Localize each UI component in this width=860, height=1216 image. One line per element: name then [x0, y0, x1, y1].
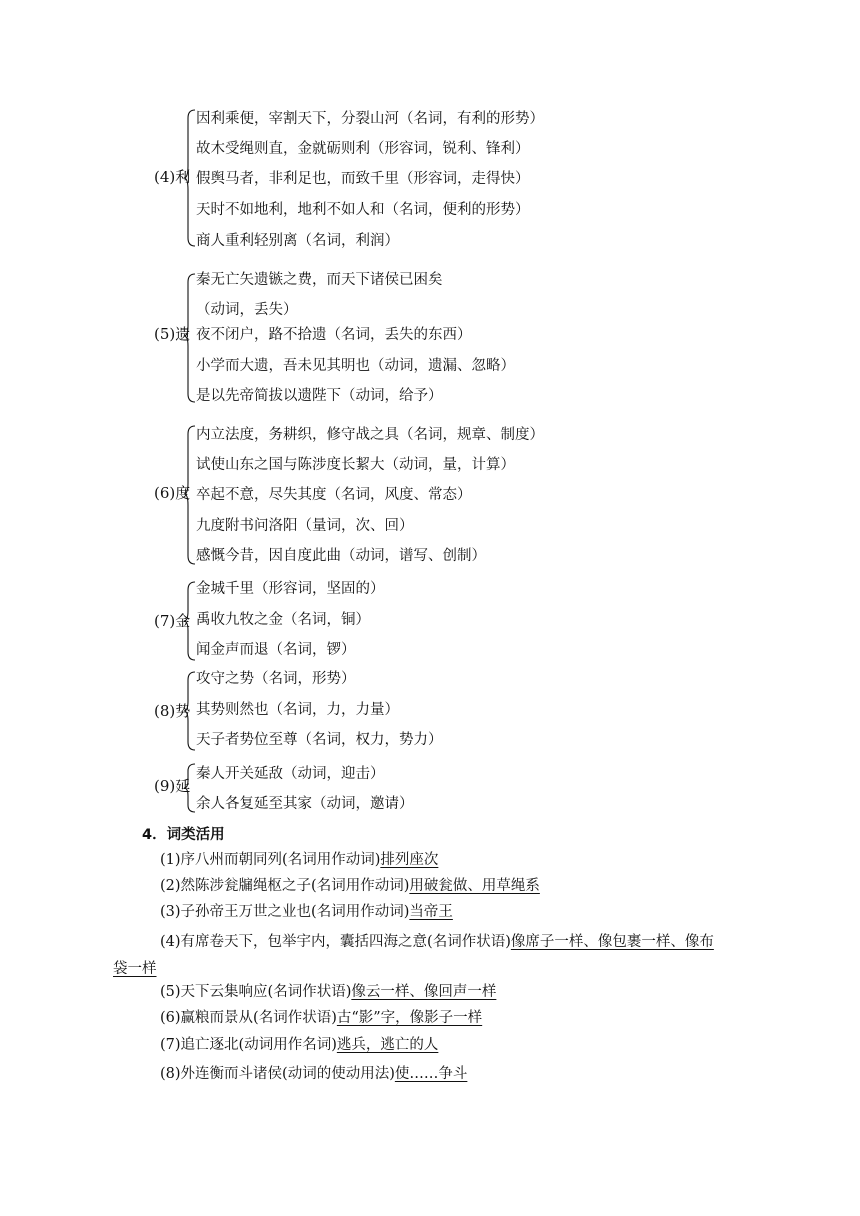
group-line: 夜不闭户，路不拾遗（名词，丢失的东西） — [196, 327, 472, 343]
brace-icon — [184, 108, 196, 248]
group-line: （动词，丢失） — [196, 302, 298, 318]
list-item — [160, 1032, 438, 1058]
item-answer: 使……争斗 — [394, 1066, 468, 1082]
list-item — [160, 1061, 467, 1087]
group-line: 假舆马者，非利足也，而致千里（形容词，走得快） — [196, 171, 530, 187]
brace-icon — [184, 580, 196, 662]
list-item — [160, 873, 540, 899]
group-line: 卒起不意，尽失其度（名词，风度、常态） — [196, 487, 472, 503]
group-line: 闻金声而退（名词，锣） — [196, 642, 356, 658]
group-head: (8)势 — [154, 702, 191, 720]
item-answer: 像席子一样、像包裹一样、像布 — [510, 934, 714, 950]
group-head: (5)遗 — [154, 325, 191, 343]
item-answer: 逃兵，逃亡的人 — [336, 1037, 439, 1053]
group-head: (6)度 — [154, 484, 191, 502]
brace-icon — [184, 762, 196, 814]
list-item — [160, 979, 496, 1005]
item-question: (5)天下云集响应(名词作状语) — [160, 984, 352, 1000]
group-line: 试使山东之国与陈涉度长絜大（动词，量，计算） — [196, 457, 515, 473]
group-line: 九度附书问洛阳（量词，次、回） — [196, 518, 414, 534]
section-title: 4．词类活用 — [142, 827, 225, 843]
item-answer: 袋一样 — [113, 961, 157, 977]
group-line: 天时不如地利，地利不如人和（名词，便利的形势） — [196, 202, 530, 218]
item-answer: 古“影”字，像影子一样 — [336, 1010, 483, 1026]
group-line: 因利乘便，宰割天下，分裂山河（名词，有利的形势） — [196, 111, 544, 127]
item-answer: 当帝王 — [409, 904, 453, 920]
group-line: 感慨今昔，因自度此曲（动词，谱写、创制） — [196, 548, 486, 564]
group-line: 商人重利轻别离（名词，利润） — [196, 233, 399, 249]
group-head: (4)利 — [154, 168, 191, 186]
item-question: (2)然陈涉瓮牖绳枢之子(名词用作动词) — [160, 878, 410, 894]
list-item — [160, 847, 438, 873]
list-item-continuation — [113, 956, 157, 982]
item-question: (1)序八州而朝同列(名词用作动词) — [160, 852, 381, 868]
group-line: 禹收九牧之金（名词，铜） — [196, 612, 370, 628]
group-line: 秦人开关延敌（动词，迎击） — [196, 766, 385, 782]
list-item — [160, 899, 453, 925]
group-line: 其势则然也（名词，力，力量） — [196, 702, 399, 718]
brace-icon — [184, 272, 196, 404]
group-line: 内立法度，务耕织，修守战之具（名词，规章、制度） — [196, 427, 544, 443]
item-question: (4)有席卷天下，包举宇内，囊括四海之意(名词作状语) — [160, 934, 511, 950]
item-answer: 像云一样、像回声一样 — [351, 984, 497, 1000]
brace-icon — [184, 670, 196, 752]
group-line: 余人各复延至其家（动词，邀请） — [196, 796, 414, 812]
item-answer: 用破瓮做、用草绳系 — [409, 878, 540, 894]
item-answer: 排列座次 — [380, 852, 439, 868]
group-line: 秦无亡矢遗镞之费，而天下诸侯已困矣 — [196, 272, 443, 288]
item-question: (3)子孙帝王万世之业也(名词用作动词) — [160, 904, 410, 920]
group-line: 攻守之势（名词，形势） — [196, 671, 356, 687]
brace-icon — [184, 424, 196, 566]
group-line: 金城千里（形容词，坚固的） — [196, 581, 385, 597]
item-question: (7)追亡逐北(动词用作名词) — [160, 1037, 337, 1053]
group-head: (7)金 — [154, 612, 191, 630]
list-item — [160, 1005, 482, 1031]
group-head: (9)延 — [154, 777, 191, 795]
item-question: (8)外连衡而斗诸侯(动词的使动用法) — [160, 1066, 395, 1082]
item-question: (6)赢粮而景从(名词作状语) — [160, 1010, 337, 1026]
group-line: 故木受绳则直，金就砺则利（形容词，锐利、锋利） — [196, 141, 530, 157]
list-item — [160, 929, 714, 955]
group-line: 小学而大遗，吾未见其明也（动词，遗漏、忽略） — [196, 358, 515, 374]
group-line: 是以先帝简拔以遗陛下（动词，给予） — [196, 388, 443, 404]
group-line: 天子者势位至尊（名词，权力，势力） — [196, 732, 443, 748]
